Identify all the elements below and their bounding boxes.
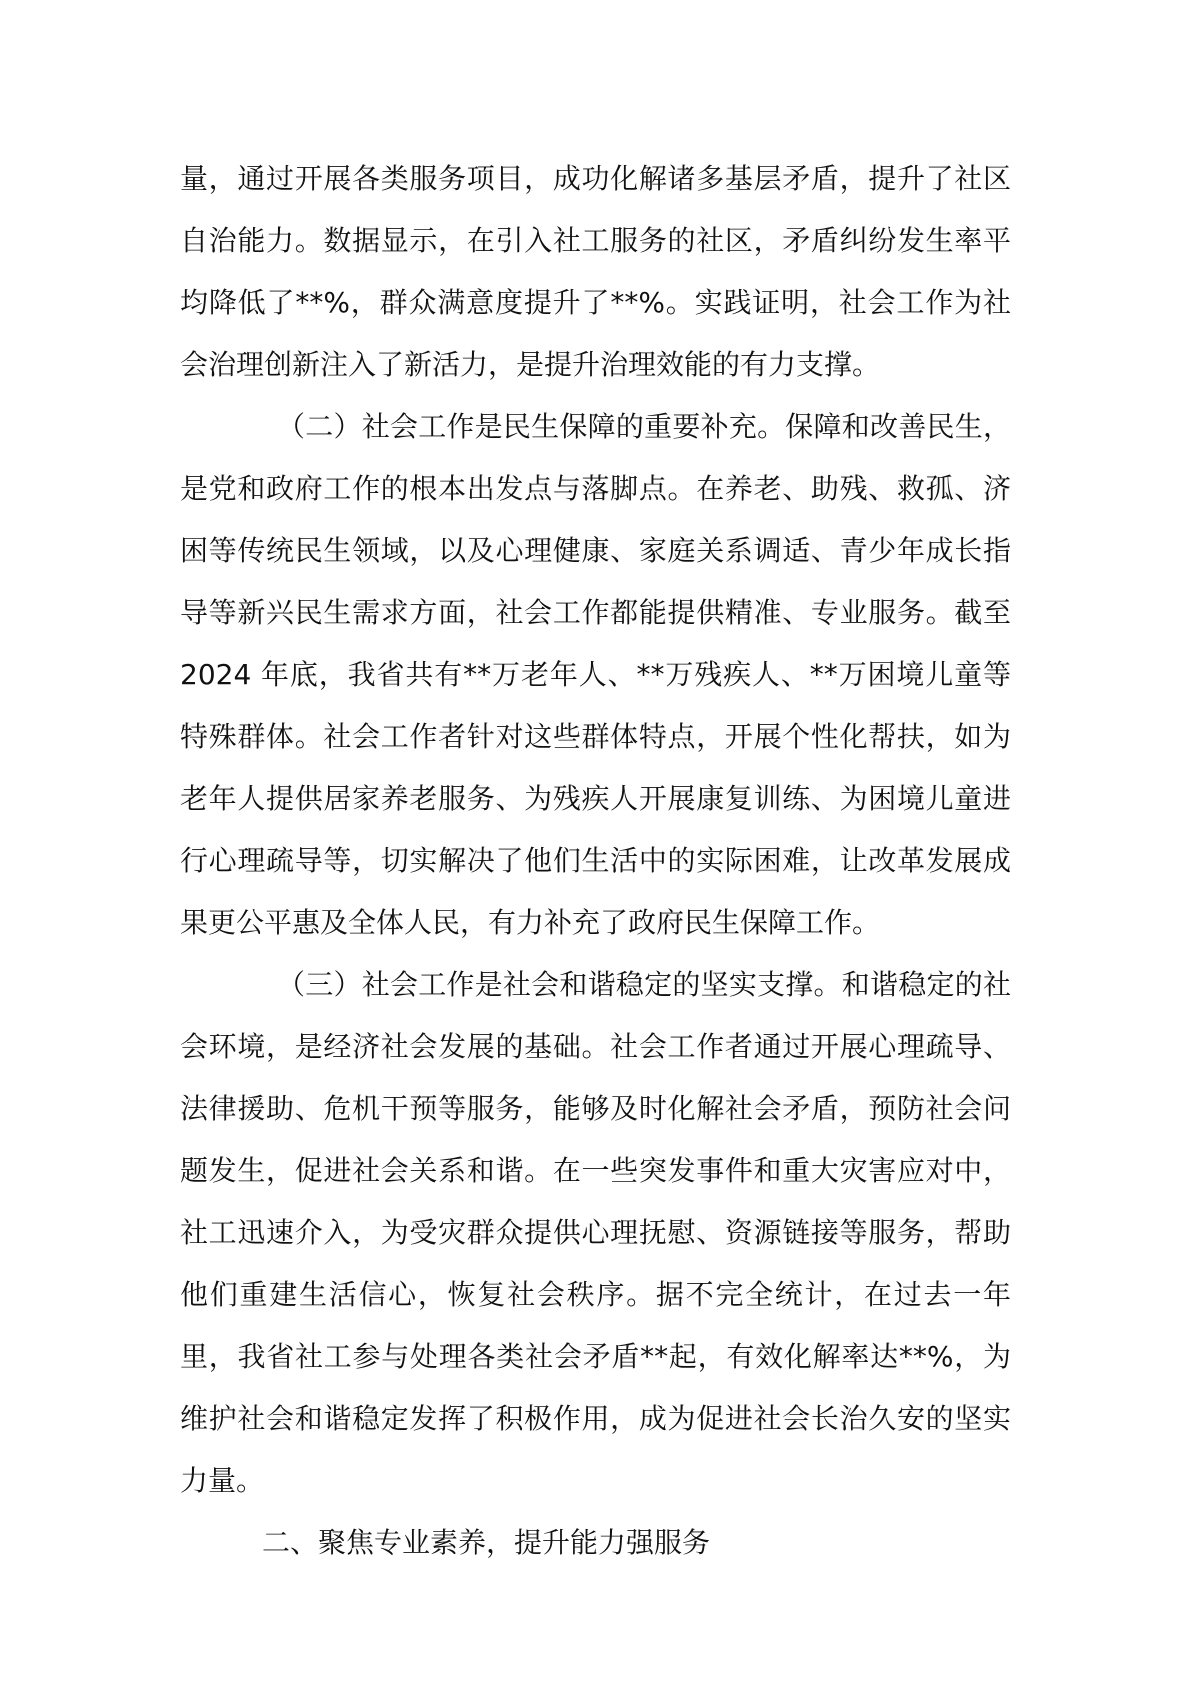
section-heading: 二、聚焦专业素养，提升能力强服务 (262, 1526, 711, 1559)
document-body (180, 148, 1011, 1574)
paragraph-livelihood-security: （二）社会工作是民生保障的重要补充。保障和改善民生，是党和政府工作的根本出发点与落脚点。在养老、助残、救孤、济困等传统民生领域，以及心理健康、家庭关系调适、青少年成长指导等新兴民生需求方面，社会工作都能提供精准、专业服务。截至 2024 年底，我省共有**万老年人、**万残疾人、**万困境儿童等特殊群体。社会工作者针对这些群体特点，开展个性化帮扶，如为老年人提供居家养老服务、为残疾人开展康复训练、为困境儿童进行心理疏导等，切实解决了他们生活中的实际困难，让改革发展成果更公平惠及全体人民，有力补充了政府民生保障工作。 (180, 410, 1011, 939)
paragraph-social-harmony: （三）社会工作是社会和谐稳定的坚实支撑。和谐稳定的社会环境，是经济社会发展的基础。社会工作者通过开展心理疏导、法律援助、危机干预等服务，能够及时化解社会矛盾，预防社会问题发生，促进社会关系和谐。在一些突发事件和重大灾害应对中，社工迅速介入，为受灾群众提供心理抚慰、资源链接等服务，帮助他们重建生活信心，恢复社会秩序。据不完全统计，在过去一年里，我省社工参与处理各类社会矛盾**起，有效化解率达**%，为维护社会和谐稳定发挥了积极作用，成为促进社会长治久安的坚实力量。 (180, 968, 1011, 1497)
paragraph-continuation: 量，通过开展各类服务项目，成功化解诸多基层矛盾，提升了社区自治能力。数据显示，在引入社工服务的社区，矛盾纠纷发生率平均降低了**%，群众满意度提升了**%。实践证明，社会工作为社会治理创新注入了新活力，是提升治理效能的有力支撑。 (180, 162, 1011, 381)
